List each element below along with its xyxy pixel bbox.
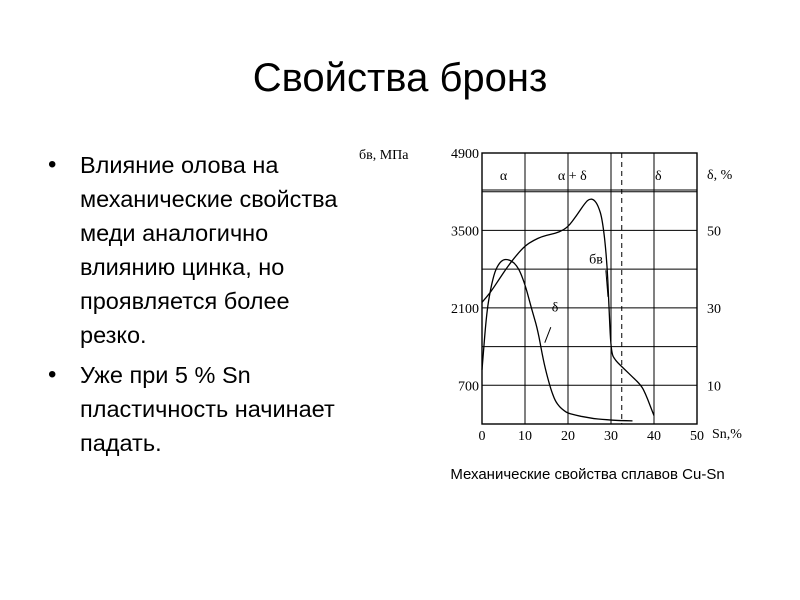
x-tick-label: 0: [478, 429, 486, 444]
right-tick-label: 50: [707, 224, 721, 240]
chart-svg: [357, 140, 767, 452]
x-tick-label: 30: [604, 429, 618, 444]
series-label-strength: бв: [589, 252, 603, 268]
x-tick-label: 40: [647, 429, 661, 444]
plot-frame: [482, 153, 697, 424]
x-axis-label: Sn,%: [712, 427, 742, 442]
bullet-item: [48, 358, 348, 460]
bullet-dot-icon: •: [48, 151, 57, 178]
left-tick-label: 2100: [451, 301, 479, 317]
x-tick-label: 50: [690, 429, 704, 444]
series-line-elongation: [482, 260, 633, 421]
left-tick-label: 700: [458, 379, 479, 395]
left-axis-label: бв, МПа: [359, 148, 409, 163]
x-tick-label: 20: [561, 429, 575, 444]
bullet-item: [48, 148, 348, 352]
phase-label: α: [499, 169, 508, 184]
right-tick-label: 30: [707, 301, 721, 317]
left-tick-label: 4900: [451, 147, 479, 162]
bullet-dot-icon: •: [48, 361, 57, 388]
series-leader-elongation: [545, 327, 551, 342]
bullet-text: Влияние олова на механические свойства меди аналогично влиянию цинка, но проявляется более резко.: [80, 152, 338, 348]
phase-label: δ: [654, 169, 662, 184]
right-axis-label: δ, %: [707, 168, 733, 183]
phase-label: α + δ: [557, 169, 587, 184]
chart-caption: Механические свойства сплавов Cu-Sn: [450, 466, 725, 483]
bullet-text: Уже при 5 % Sn пластичность начинает падать.: [80, 362, 335, 456]
bullet-list: [48, 148, 348, 466]
x-tick-label: 10: [518, 429, 532, 444]
right-tick-label: 10: [707, 379, 721, 395]
left-tick-label: 3500: [451, 224, 479, 240]
series-label-elongation: δ: [551, 300, 559, 316]
slide-title: Свойства бронз: [252, 56, 548, 100]
chart-figure: [357, 140, 767, 452]
